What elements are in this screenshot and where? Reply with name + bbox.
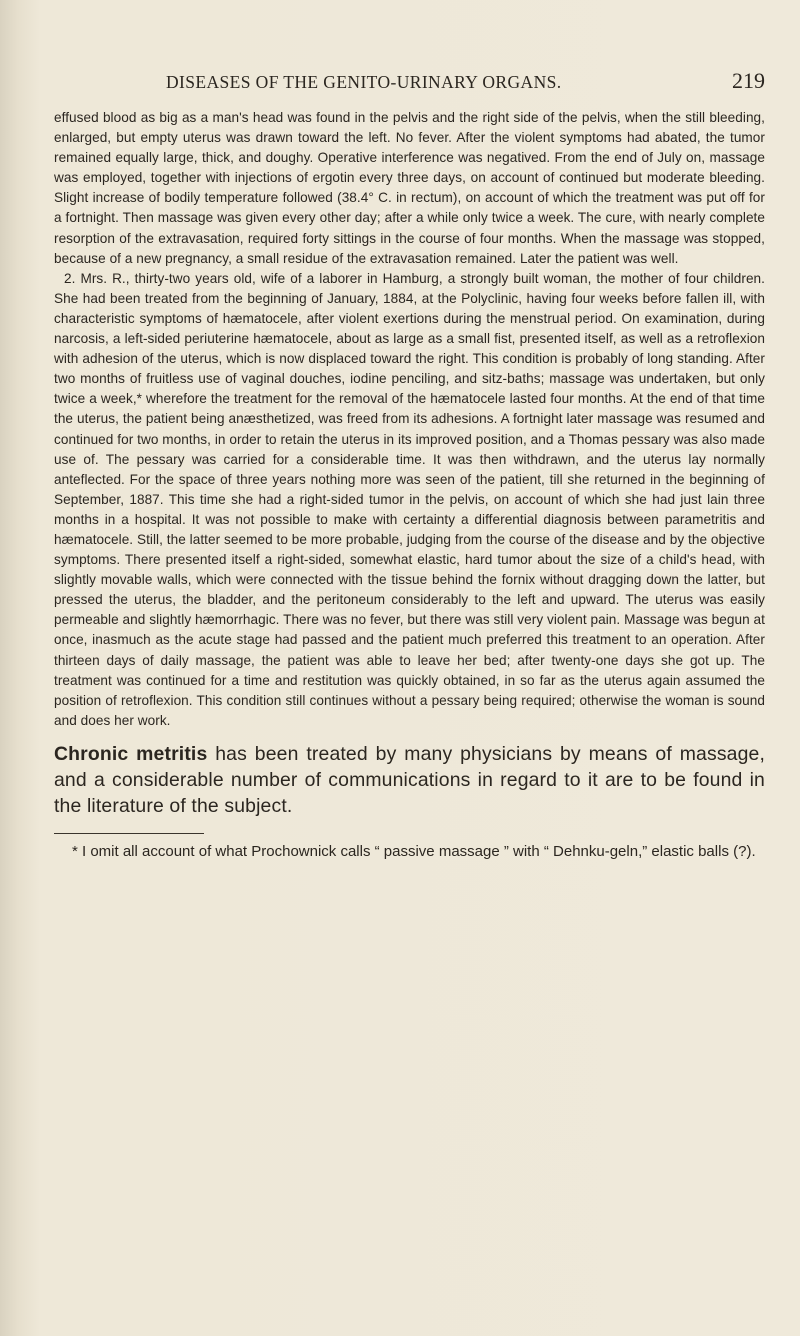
footnote: * I omit all account of what Prochownick calls “ passive massage ” with “ Dehnku-geln,” elastic balls (?).: [72, 842, 756, 860]
section-lead-term: Chronic metritis: [54, 742, 208, 765]
page-header: [54, 68, 765, 108]
body-text: [54, 108, 765, 731]
paragraph-case-2: 2. Mrs. R., thirty-two years old, wife of a laborer in Hamburg, a strongly built woman, the mother of four children. She had been treated from the beginning of January, 1884, at the Polyclinic, having four weeks before fallen ill, with characteristic symptoms of hæmatocele, after violent exertions during the menstrual period. On examination, during narcosis, a left-sided periuterine hæmatocele, about as large as a small fist, presented itself, as well as a retroflexion with adhesion of the uterus, which is now displaced toward the right. This condition is probably of long standing. After two months of fruitless use of vaginal douches, iodine penciling, and sitz-baths; massage was undertaken, but only twice a week,* wherefore the treatment for the removal of the hæmatocele lasted four months. At the end of that time the uterus, the patient being anæsthetized, was freed from its adhesions. A fortnight later massage was resumed and continued for two months, in order to retain the uterus in its improved position, and a Thomas pessary was also made use of. The pessary was carried for a considerable time. It was then withdrawn, and the uterus lay normally anteflected. For the space of three years nothing more was seen of the patient, till she returned in the beginning of September, 1887. This time she had a right-sided tumor in the pelvis, on account of which she had just lain three months in a hospital. It was not possible to make with certainty a differential diagnosis between parametritis and hæmatocele. Still, the latter seemed to be more probable, judging from the course of the disease and by the objective symptoms. There presented itself a right-sided, somewhat elastic, hard tumor about the size of a child's head, with slightly movable walls, which were connected with the tissue behind the fornix without dragging down the latter, but pressed the uterus, the bladder, and the peritoneum considerably to the left and upward. The uterus was easily permeable and slightly hæmorrhagic. There was no fever, but there was still very violent pain. Massage was begun at once, inasmuch as the acute stage had passed and the patient much preferred this treatment to an operation. After thirteen days of daily massage, the patient was able to leave her bed; after twenty-one days she got up. The treatment was continued for a time and restitution was quickly obtained, in so far as the uterus again assumed the position of retroflexion. This condition still continues without a pessary being required; otherwise the woman is sound and does her work.: [54, 270, 765, 728]
paragraph-case-1-continued: effused blood as big as a man's head was found in the pelvis and the right side of the pelvis, when the still bleeding, enlarged, but empty uterus was drawn toward the left. No fever. After the violent symptoms had abated, the tumor remained equally large, thick, and doughy. Operative interference was negatived. From the end of July on, massage was employed, together with injections of ergotin every three days, on account of continued but moderate bleeding. Slight increase of bodily temperature followed (38.4° C. in rectum), on account of which the treatment was put off for a fortnight. Then massage was given every other day; after a while only twice a week. The cure, with nearly complete resorption of the extravasation, required forty sittings in the course of four months. When the massage was stopped, because of a new pregnancy, a small residue of the extravasation remained. Later the patient was well.: [54, 110, 765, 266]
page-number: 219: [732, 68, 765, 93]
section-chronic-metritis: [54, 741, 765, 819]
section-text: has been treated by many physicians by means of massage, and a considerable number of communications in regard to it are to be found in the literature of the subject.: [54, 742, 765, 817]
book-page: [54, 68, 765, 862]
running-head: DISEASES OF THE GENITO-URINARY ORGANS.: [166, 72, 562, 92]
footnote-divider: [54, 833, 204, 834]
